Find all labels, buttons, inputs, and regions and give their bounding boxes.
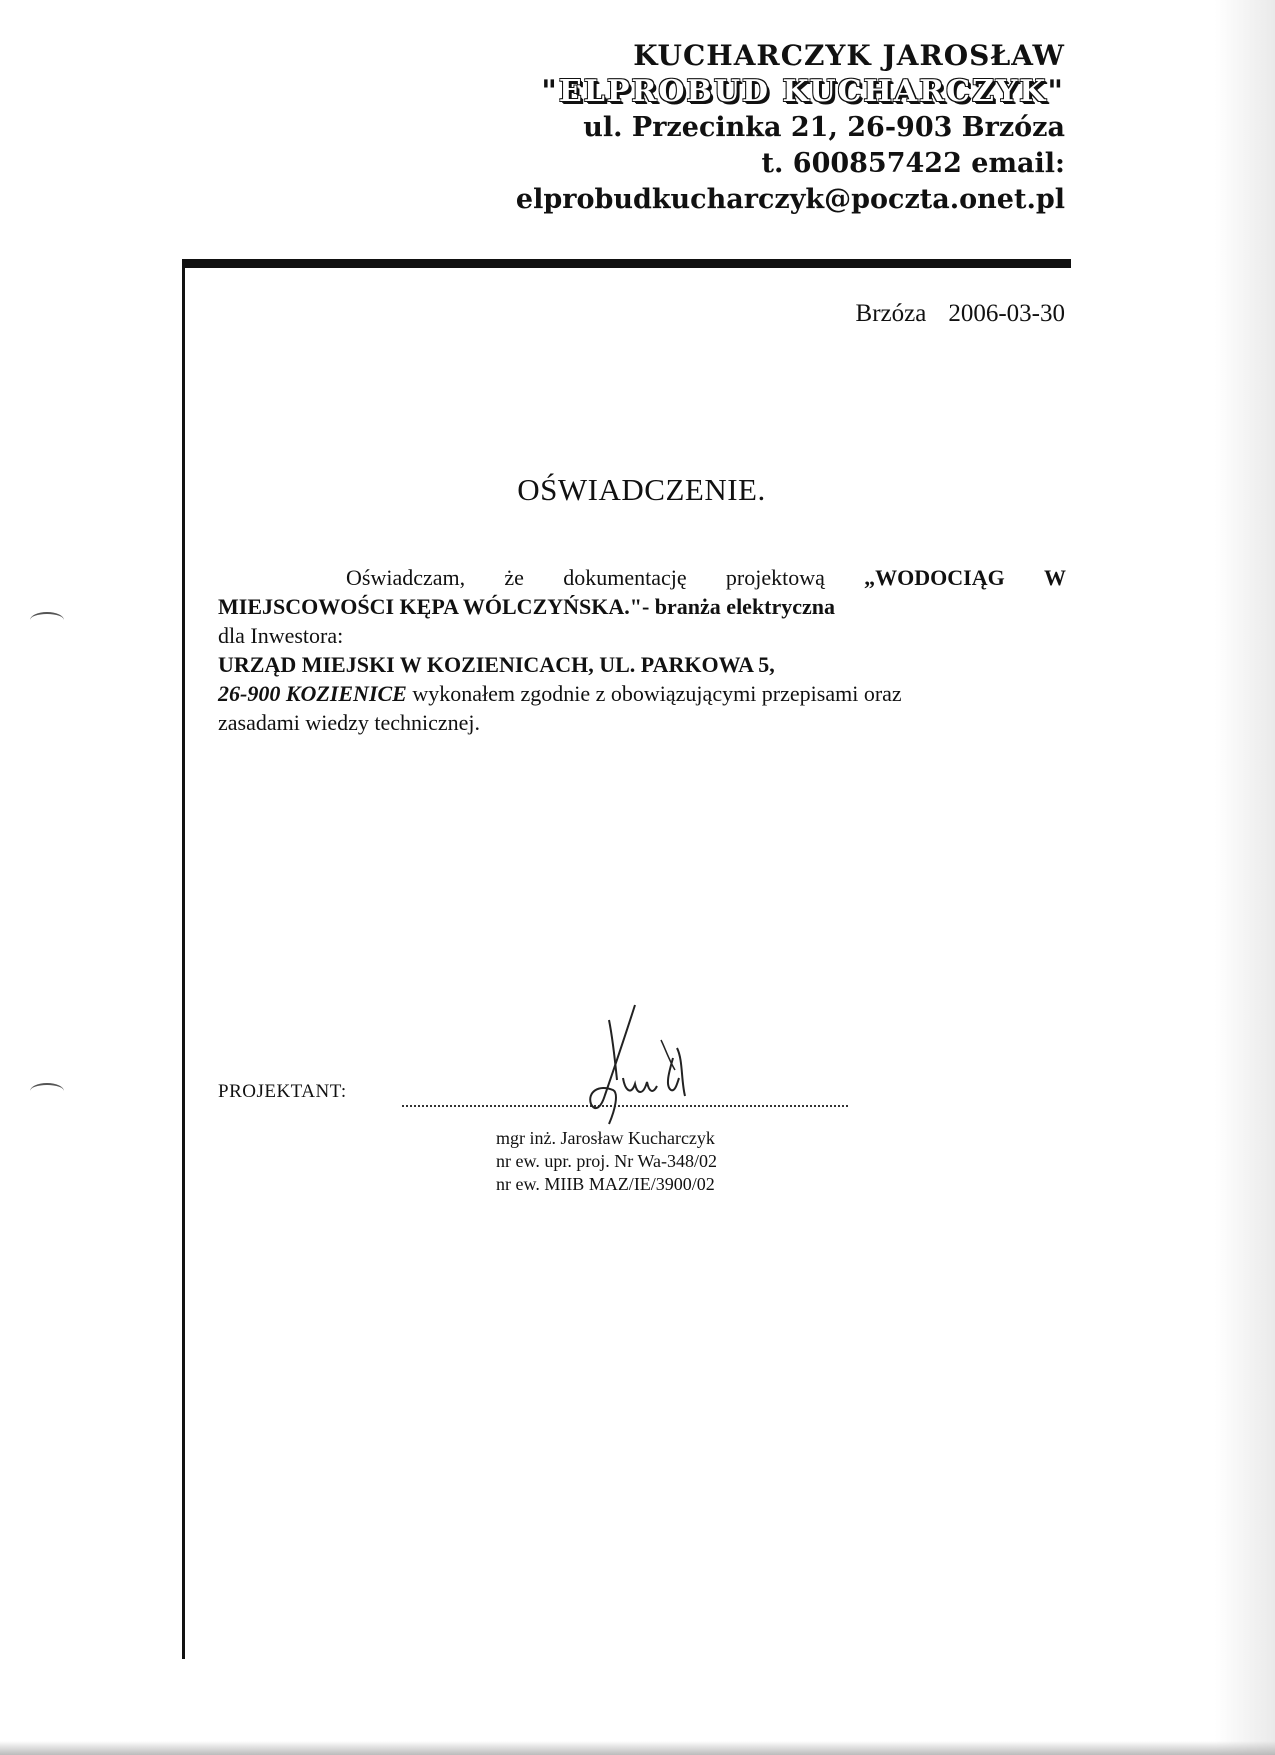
body-word: Oświadczam, [346, 565, 466, 590]
letterhead-company [516, 74, 1065, 110]
title-letter: O [517, 472, 541, 507]
body-word: że [504, 565, 524, 590]
header-rule [182, 259, 1071, 268]
body-line-5-rest: wykonałem zgodnie z obowiązującymi przepisami oraz [406, 681, 902, 706]
date-line [856, 300, 1065, 328]
title-letter: E [684, 472, 705, 507]
title-letter: D [621, 472, 645, 507]
date-place: Brzóza [855, 300, 927, 327]
title-text [517, 472, 765, 508]
title-letter: A [598, 472, 622, 507]
project-name-start: „WODOCIĄG [864, 565, 1005, 590]
investor-name: URZĄD MIEJSKI W KOZIENICACH, UL. PARKOWA 5, [218, 652, 775, 677]
company-name: ELPROBUD KUCHARCZYK [558, 74, 1048, 109]
title-letter: N [704, 472, 728, 507]
letterhead-email: elprobudkucharczyk@poczta.onet.pl [515, 184, 1065, 215]
margin-rule [182, 259, 185, 1659]
designer-license-1: nr ew. upr. proj. Nr Wa-348/02 [496, 1151, 718, 1171]
punch-hole-mark [30, 1083, 64, 1099]
title-letter: I [587, 472, 599, 507]
document-title [0, 472, 1275, 508]
letterhead-name: KUCHARCZYK JAROSŁAW [633, 39, 1065, 72]
title-letter: I [727, 472, 739, 507]
letterhead-phone: t. 600857422 email: [761, 148, 1065, 179]
date-value: 2006-03-30 [948, 300, 1065, 327]
project-name-word: W [1044, 565, 1066, 590]
punch-hole-mark [30, 612, 64, 628]
body-line-5 [218, 679, 1066, 708]
body-line-1 [218, 563, 1066, 592]
title-letter: Ś [540, 472, 558, 507]
scan-bottom-shadow [0, 1741, 1275, 1755]
title-letter: . [757, 472, 766, 507]
title-letter: W [557, 472, 588, 507]
letterhead [516, 38, 1065, 218]
company-quote-open: " [541, 74, 559, 109]
designer-details [496, 1127, 717, 1196]
handwritten-signature [565, 1000, 735, 1130]
company-quote-close: " [1047, 74, 1065, 109]
title-letter: C [644, 472, 666, 507]
body-line-6: zasadami wiedzy technicznej. [218, 710, 481, 735]
designer-license-2: nr ew. MIIB MAZ/IE/3900/02 [496, 1174, 715, 1194]
letterhead-address: ul. Przecinka 21, 26-903 Brzóza [583, 112, 1065, 143]
statement-body [218, 563, 1066, 737]
body-line-3: dla Inwestora: [218, 623, 344, 648]
designer-label: PROJEKTANT: [218, 1081, 347, 1102]
body-word: projektową [725, 565, 825, 590]
title-letter: Z [665, 472, 685, 507]
designer-name: mgr inż. Jarosław Kucharczyk [496, 1128, 715, 1148]
investor-city: 26-900 KOZIENICE [218, 681, 407, 706]
title-letter: E [738, 472, 758, 507]
body-word: dokumentację [563, 565, 687, 590]
scan-edge-shadow [1215, 0, 1275, 1755]
body-line-2: MIEJSCOWOŚCI KĘPA WÓLCZYŃSKA."- branża elektryczna [218, 594, 836, 619]
